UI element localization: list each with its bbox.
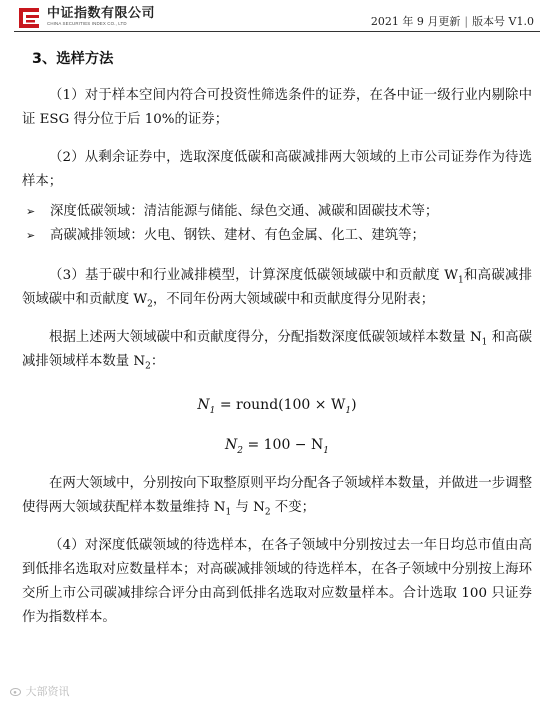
list-item-text: 高碳减排领域：火电、钢铁、建材、有色金属、化工、建筑等；	[50, 228, 425, 243]
list-item-text: 深度低碳领域：清洁能源与储能、绿色交通、减碳和固碳技术等；	[50, 204, 439, 219]
paragraph-5: 在两大领域中，分别按向下取整原则平均分配各子领域样本数量，并做进一步调整使得两大领域获配样本数量维持 $N_1$ 与 $N_2$ 不变；	[22, 476, 532, 518]
csi-logo-icon	[16, 6, 42, 30]
arrow-bullet-icon: ➢	[26, 205, 36, 218]
document-body	[22, 40, 532, 630]
update-date: 2021 年 9 月更新	[370, 15, 461, 28]
formula-n1: $N_1$ = round(100 × $W_1$)	[197, 397, 357, 416]
weibo-icon	[10, 686, 22, 696]
section-title: 3、选样方法	[32, 51, 114, 67]
logo-chinese-name: 中证指数有限公司	[47, 6, 156, 21]
page-header	[0, 0, 554, 34]
paragraph-6: （4）对深度低碳领域的待选样本，在各子领域中分别按过去一年日均总市值由高到低排名选取对应数量样本；对高碳减排领域的待选样本，在各子领域中分别按上海环交所上市公司碳减排综合评分由高到低排名选取对应数量样本。合计选取 100 只证券作为指数样本。	[22, 538, 532, 625]
paragraph-1: （1）对于样本空间内符合可投资性筛选条件的证券，在各中证一级行业内剔除中证 ESG 得分位于后 10%的证券；	[22, 88, 532, 127]
watermark	[10, 683, 70, 699]
paragraph-3: （3）基于碳中和行业减排模型，计算深度低碳领域碳中和贡献度 $W_1$和高碳减排领域碳中和贡献度 $W_2$，不同年份两大领域碳中和贡献度得分见附表；	[22, 268, 532, 310]
paragraph-2: （2）从剩余证券中，选取深度低碳和高碳减排两大领域的上市公司证券作为待选样本；	[22, 150, 532, 189]
paragraph-4: 根据上述两大领域碳中和贡献度得分，分配指数深度低碳领域样本数量 $N_1$ 和高碳减排领域样本数量 $N_2$：	[22, 330, 532, 372]
watermark-text: 大部资讯	[25, 685, 70, 698]
header-meta	[371, 13, 534, 29]
header-divider	[14, 31, 540, 32]
list-item	[22, 224, 532, 248]
formula-n2: $N_2 = 100 - N_1$	[225, 437, 329, 456]
domain-list	[22, 200, 532, 248]
logo-english-name: CHINA SECURITIES INDEX CO., LTD	[47, 21, 127, 26]
company-logo	[16, 6, 155, 30]
version-label: 版本号 V1.0	[472, 15, 534, 28]
header-separator: |	[464, 15, 469, 28]
list-item	[22, 200, 532, 224]
arrow-bullet-icon: ➢	[26, 229, 36, 242]
